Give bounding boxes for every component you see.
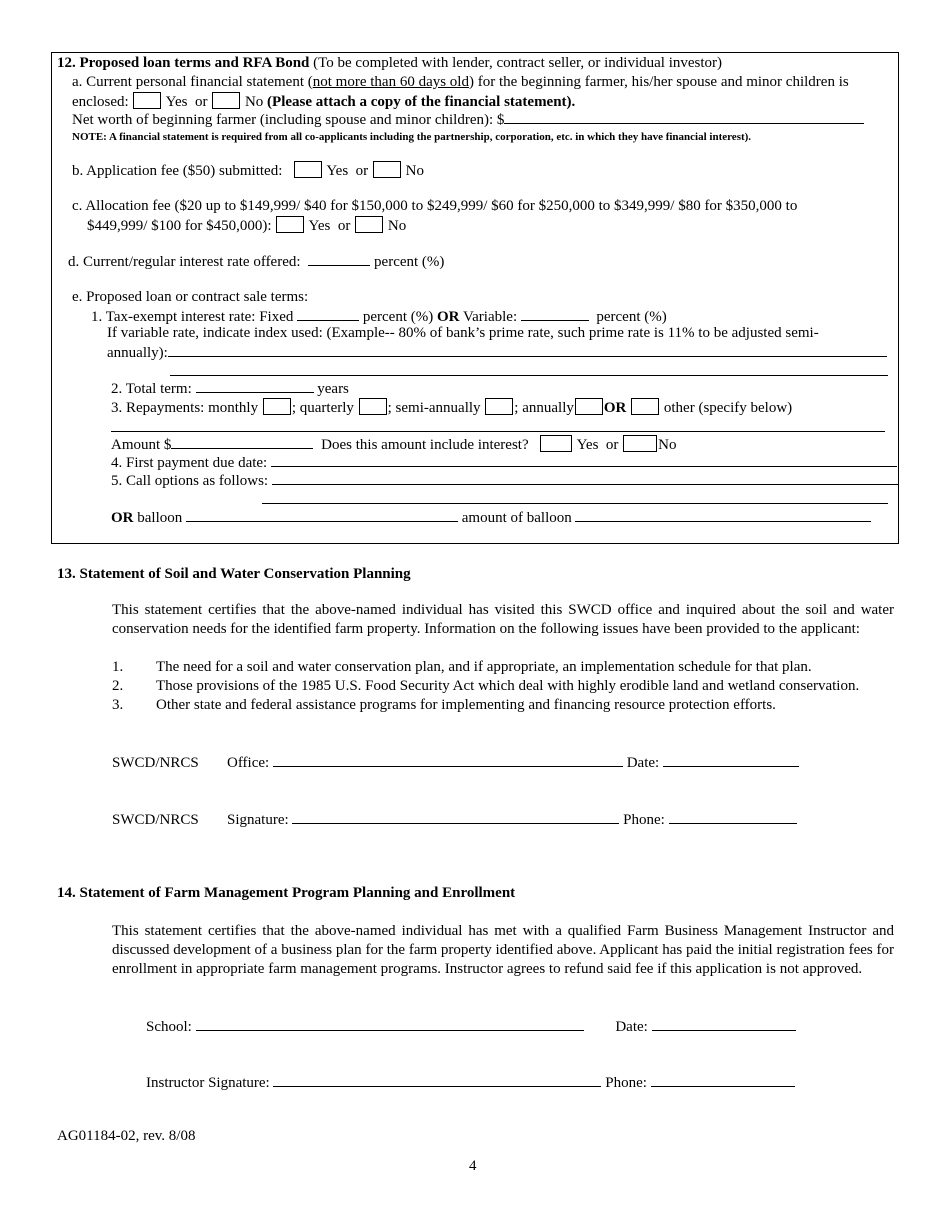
fixed-rate-field[interactable] <box>297 307 359 321</box>
school-row: School: Date: <box>146 1017 796 1036</box>
swcd-office-row: SWCD/NRCS Office: Date: <box>112 753 799 772</box>
item-a-note: NOTE: A financial statement is required from all co-applicants including the partnership, corporation, etc. in which they have financial interest). <box>72 131 752 143</box>
section-13-paragraph: This statement certifies that the above-named individual has visited this SWCD office and inquired about the soil and water conservation needs for the identified farm property. Information on the following issues have been provided to the applicant: <box>112 602 894 637</box>
amount-line: Amount $ Does this amount include interest? Yes or No <box>111 437 677 453</box>
item-e5: 5. Call options as follows: <box>88 471 898 490</box>
section-12-heading: 12. Proposed loan terms and RFA Bond (To be completed with lender, contract seller, or individual investor) <box>57 55 723 71</box>
item-a-networth: Net worth of beginning farmer (including spouse and minor children): $ <box>72 110 864 129</box>
item-a-line2: enclosed: Yes or No (Please attach a copy of the financial statement). <box>72 94 576 110</box>
swcd-date-field[interactable] <box>663 753 799 767</box>
repayment-other-checkbox[interactable] <box>631 398 659 415</box>
item-c-line1: c. Allocation fee ($20 up to $149,999/ $40 for $150,000 to $249,999/ $60 for $250,000 to $349,999/ $80 for $350,000 to <box>72 198 798 214</box>
swcd-signature-field[interactable] <box>292 810 619 824</box>
item-c-line2: $449,999/ $100 for $450,000): Yes or No <box>87 218 407 234</box>
call-options-field-line2[interactable] <box>262 503 888 504</box>
swcd-office-field[interactable] <box>273 753 623 767</box>
item-d: d. Current/regular interest rate offered: percent (%) <box>68 254 445 270</box>
item-e4: 4. First payment due date: <box>88 453 897 472</box>
first-payment-date-field[interactable] <box>271 453 897 467</box>
page-number: 4 <box>469 1158 477 1174</box>
item-e3: 3. Repayments: monthly ; quarterly ; semi-annually ; annually OR other (specify below) <box>111 400 793 416</box>
section-14-paragraph: This statement certifies that the above-named individual has met with a qualified Farm Business Management Instructor and discussed development of a business plan for the farm property identified above. Applicant has paid the initial registration fees for enrollment in appropriate farm management programs. Instructor agrees to refund said fee if this application is not approved. <box>112 923 894 977</box>
list-item: 1. The need for a soil and water conservation plan, and if appropriate, an implementation schedule for that plan. <box>112 659 812 675</box>
call-options-field[interactable] <box>272 471 898 485</box>
school-field[interactable] <box>196 1017 584 1031</box>
repayment-monthly-checkbox[interactable] <box>263 398 291 415</box>
financial-statement-no-checkbox[interactable] <box>212 92 240 109</box>
school-date-field[interactable] <box>652 1017 796 1031</box>
item-e2: 2. Total term: years <box>111 381 349 397</box>
item-e1: 1. Tax-exempt interest rate: Fixed percent (%) OR Variable: percent (%) <box>91 309 667 325</box>
item-e1-index: If variable rate, indicate index used: (Example-- 80% of bank’s prime rate, such prime rate is 11% to be adjusted semi- <box>107 325 819 341</box>
section-14-heading: 14. Statement of Farm Management Program Planning and Enrollment <box>57 885 516 901</box>
item-e-heading: e. Proposed loan or contract sale terms: <box>72 289 309 305</box>
repayment-quarterly-checkbox[interactable] <box>359 398 387 415</box>
item-b: b. Application fee ($50) submitted: Yes or No <box>72 163 424 179</box>
allocation-fee-yes-checkbox[interactable] <box>276 216 304 233</box>
swcd-phone-field[interactable] <box>669 810 797 824</box>
item-e1-annually: annually): <box>107 343 887 362</box>
financial-statement-yes-checkbox[interactable] <box>133 92 161 109</box>
section-13-heading: 13. Statement of Soil and Water Conservation Planning <box>57 566 411 582</box>
index-used-field[interactable] <box>168 343 887 357</box>
repayment-semiannually-checkbox[interactable] <box>485 398 513 415</box>
balloon-amount-field[interactable] <box>575 508 871 522</box>
list-item: 2. Those provisions of the 1985 U.S. Food Security Act which deal with highly erodible land and wetland conservation. <box>112 678 860 694</box>
form-id: AG01184-02, rev. 8/08 <box>57 1128 196 1144</box>
total-term-field[interactable] <box>196 379 314 393</box>
amount-includes-interest-yes-checkbox[interactable] <box>540 435 572 452</box>
instructor-phone-field[interactable] <box>651 1073 795 1087</box>
instructor-row: Instructor Signature: Phone: <box>146 1073 795 1092</box>
allocation-fee-no-checkbox[interactable] <box>355 216 383 233</box>
variable-rate-field[interactable] <box>521 307 589 321</box>
balloon-field[interactable] <box>186 508 458 522</box>
net-worth-field[interactable] <box>504 110 864 124</box>
instructor-signature-field[interactable] <box>273 1073 601 1087</box>
balloon-line: OR balloon amount of balloon <box>111 508 871 527</box>
item-a-line1: a. Current personal financial statement (not more than 60 days old) for the beginning farmer, his/her spouse and minor children is <box>72 74 849 90</box>
interest-rate-field[interactable] <box>308 252 370 266</box>
index-used-field-line2[interactable] <box>170 375 888 376</box>
swcd-signature-row: SWCD/NRCS Signature: Phone: <box>112 810 797 829</box>
list-item: 3. Other state and federal assistance programs for implementing and financing resource protection efforts. <box>112 697 776 713</box>
repayment-other-line[interactable] <box>111 431 885 432</box>
repayment-annually-checkbox[interactable] <box>575 398 603 415</box>
application-fee-no-checkbox[interactable] <box>373 161 401 178</box>
application-fee-yes-checkbox[interactable] <box>294 161 322 178</box>
amount-includes-interest-no-checkbox[interactable] <box>623 435 657 452</box>
amount-field[interactable] <box>171 435 313 449</box>
